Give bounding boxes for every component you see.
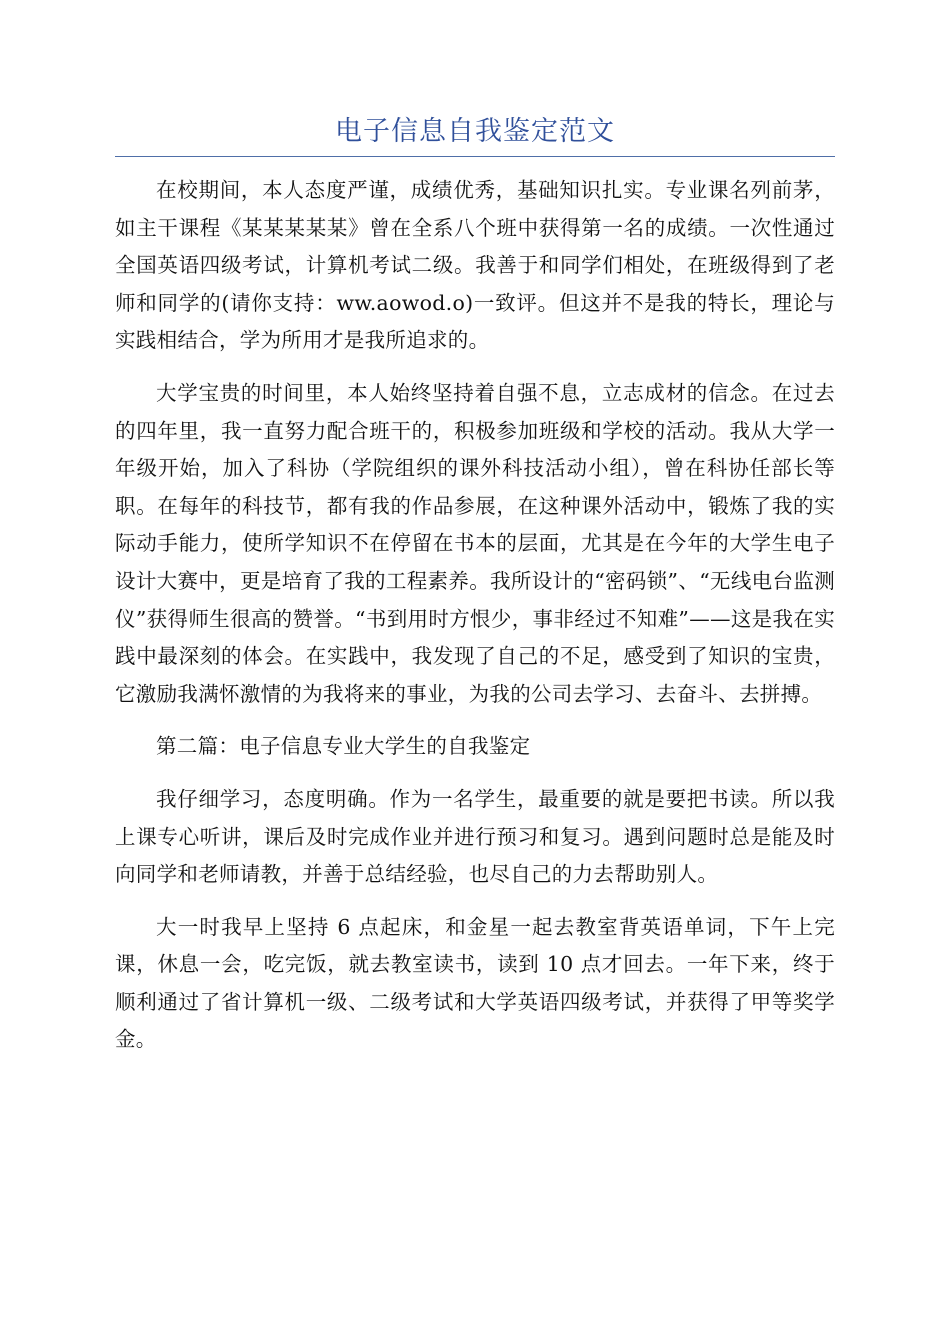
paragraph-4: 大一时我早上坚持 6 点起床，和金星一起去教室背英语单词，下午上完课，休息一会，吃完饭，就去教室读书，读到 10 点才回去。一年下来，终于顺利通过了省计算机一级、二级考试和大学英语四级考试，并获得了甲等奖学金。 <box>115 914 835 1052</box>
document-body <box>115 172 835 1074</box>
section-heading-2: 第二篇：电子信息专业大学生的自我鉴定 <box>156 734 531 759</box>
paragraph-1: 在校期间，本人态度严谨，成绩优秀，基础知识扎实。专业课名列前茅，如主干课程《某某某某某》曾在全系八个班中获得第一名的成绩。一次性通过全国英语四级考试，计算机考试二级。我善于和同学们相处，在班级得到了老师和同学的(请你支持：ww.aowod.o)一致评。但这并不是我的特长，理论与实践相结合，学为所用才是我所追求的。 <box>115 178 835 353</box>
paragraph-2: 大学宝贵的时间里，本人始终坚持着自强不息，立志成材的信念。在过去的四年里，我一直努力配合班干的，积极参加班级和学校的活动。我从大学一年级开始，加入了科协（学院组织的课外科技活动小组），曾在科协任部长等职。在每年的科技节，都有我的作品参展，在这种课外活动中，锻炼了我的实际动手能力，使所学知识不在停留在书本的层面，尤其是在今年的大学生电子设计大赛中，更是培育了我的工程素养。我所设计的“密码锁”、“无线电台监测仪”获得师生很高的赞誉。“书到用时方恨少，事非经过不知难”——这是我在实践中最深刻的体会。在实践中，我发现了自己的不足，感受到了知识的宝贵，它激励我满怀激情的为我将来的事业，为我的公司去学习、去奋斗、去拼搏。 <box>115 380 835 706</box>
page-title: 电子信息自我鉴定范文 <box>335 116 615 147</box>
paragraph-3: 我仔细学习，态度明确。作为一名学生，最重要的就是要把书读。所以我上课专心听讲，课后及时完成作业并进行预习和复习。遇到问题时总是能及时向同学和老师请教，并善于总结经验，也尽自己的力去帮助别人。 <box>115 786 835 887</box>
title-block <box>115 110 835 157</box>
